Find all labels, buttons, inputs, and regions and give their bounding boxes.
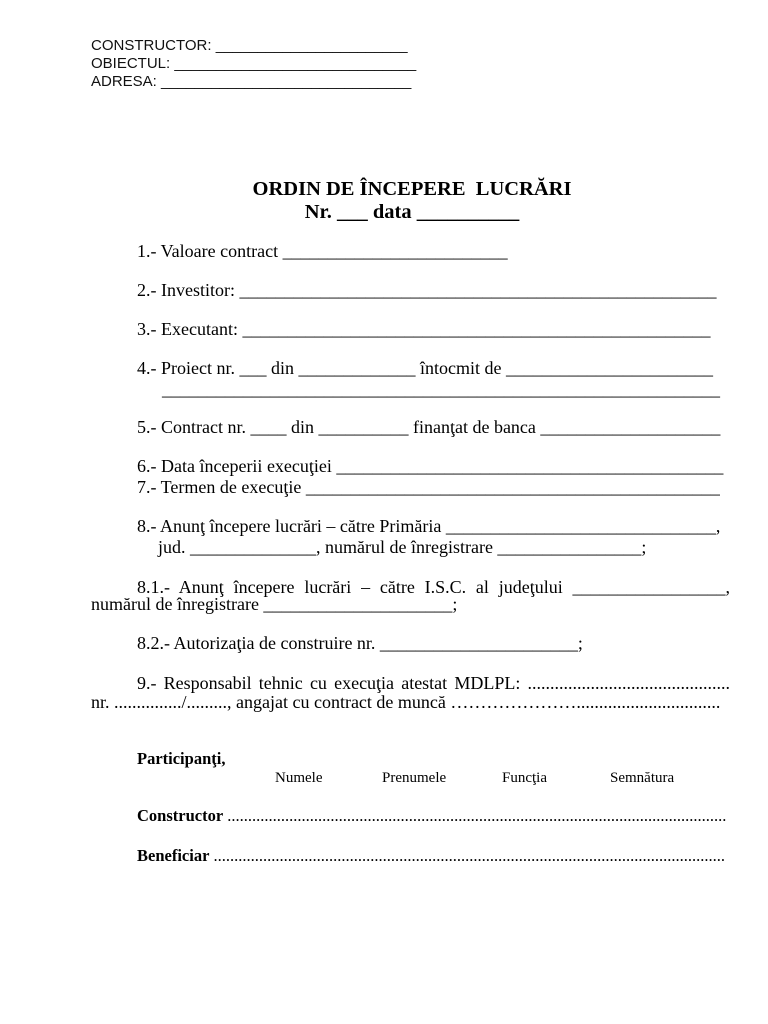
item-data-incepere-executie: 6.- Data începerii execuţiei ___________________________________________ [137, 456, 724, 476]
item-responsabil-tehnic: 9.- Responsabil tehnic cu execuţia atestat MDLPL: ............................................. [137, 673, 730, 693]
constructor-field: CONSTRUCTOR: _______________________ [91, 37, 408, 54]
participant-row-constructor [137, 805, 726, 826]
signature-dots: ......................................................................................................................... [227, 806, 727, 825]
item-responsabil-tehnic-continuation: nr. .............../........., angajat cu contract de muncă …………………................................ [91, 692, 721, 712]
participants-heading: Participanţi, [137, 749, 226, 768]
item-anunt-isc: 8.1.- Anunţ începere lucrări – către I.S.C. al judeţului _________________, [137, 577, 730, 597]
participant-label: Constructor [137, 806, 224, 825]
column-header-functia: Funcţia [502, 770, 547, 786]
column-header-numele: Numele [275, 770, 323, 786]
document-title: ORDIN DE ÎNCEPERE LUCRĂRI [252, 178, 572, 200]
participant-label: Beneficiar [137, 846, 210, 865]
item-proiect: 4.- Proiect nr. ___ din _____________ întocmit de _______________________ [137, 358, 713, 378]
order-number-date-line: Nr. ___ data __________ [304, 201, 520, 223]
item-proiect-continuation: ______________________________________________________________ [162, 379, 720, 399]
signature-dots: ............................................................................................................................ [213, 846, 726, 865]
adresa-field: ADRESA: ______________________________ [91, 73, 412, 90]
participant-row-beneficiar [137, 845, 725, 866]
obiectul-field: OBIECTUL: _____________________________ [91, 55, 417, 72]
column-header-prenumele: Prenumele [382, 770, 447, 786]
item-anunt-primarie-continuation: jud. ______________, numărul de înregistrare ________________; [158, 537, 647, 557]
item-termen-executie: 7.- Termen de execuţie ______________________________________________ [137, 477, 720, 497]
item-investitor: 2.- Investitor: _____________________________________________________ [137, 280, 717, 300]
column-header-semnatura: Semnătura [610, 770, 675, 786]
item-autorizatie-construire: 8.2.- Autorizaţia de construire nr. ______________________; [137, 633, 583, 653]
item-anunt-primarie: 8.- Anunţ începere lucrări – către Primăria ______________________________, [137, 516, 721, 536]
item-valoare-contract: 1.- Valoare contract _________________________ [137, 241, 508, 261]
item-contract: 5.- Contract nr. ____ din __________ finanţat de banca ____________________ [137, 417, 721, 437]
item-executant: 3.- Executant: ____________________________________________________ [137, 319, 711, 339]
item-anunt-isc-continuation: numărul de înregistrare _____________________; [91, 594, 458, 614]
